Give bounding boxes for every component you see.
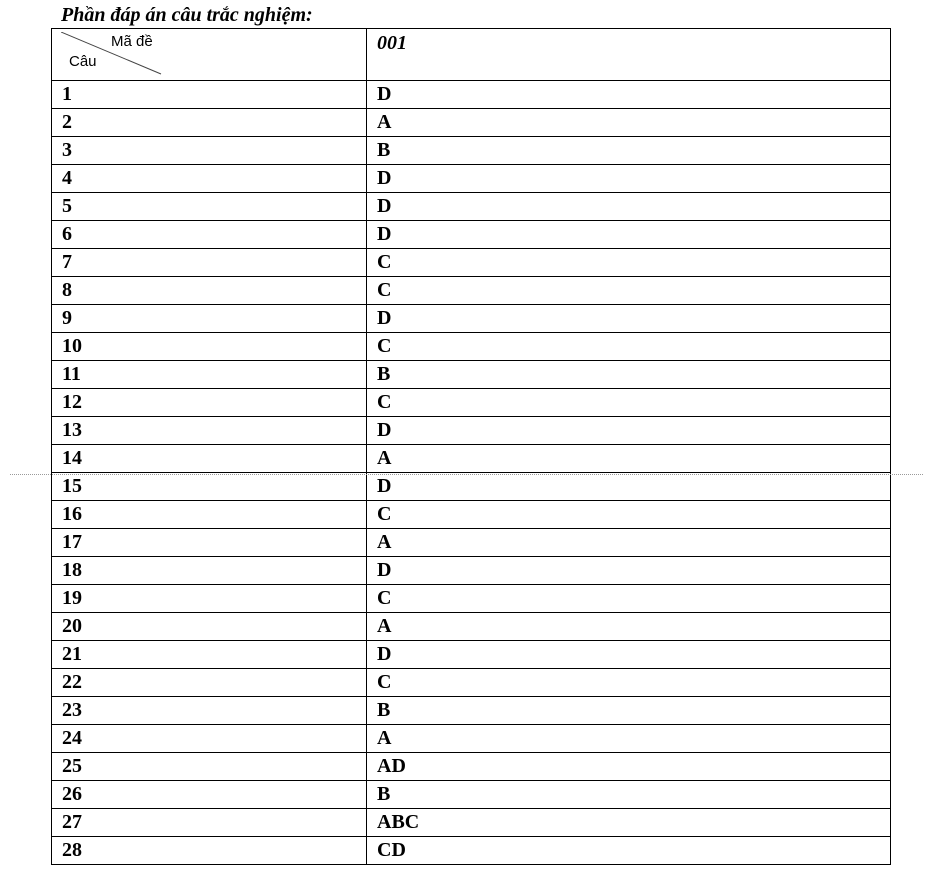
question-number-cell: 6 — [52, 221, 367, 249]
table-header-row — [52, 29, 891, 81]
answer-cell: A — [367, 109, 891, 137]
answer-key-table — [51, 28, 891, 865]
question-number-cell: 10 — [52, 333, 367, 361]
table-row — [52, 697, 891, 725]
question-number-cell: 8 — [52, 277, 367, 305]
answer-cell: D — [367, 165, 891, 193]
answer-cell: C — [367, 669, 891, 697]
question-number-cell: 18 — [52, 557, 367, 585]
answer-cell: D — [367, 557, 891, 585]
table-row — [52, 501, 891, 529]
table-row — [52, 137, 891, 165]
table-row — [52, 557, 891, 585]
question-number-cell: 20 — [52, 613, 367, 641]
question-number-cell: 19 — [52, 585, 367, 613]
question-number-cell: 5 — [52, 193, 367, 221]
answer-cell: B — [367, 697, 891, 725]
table-row — [52, 333, 891, 361]
table-row — [52, 221, 891, 249]
question-number-cell: 17 — [52, 529, 367, 557]
table-row — [52, 81, 891, 109]
table-row — [52, 669, 891, 697]
answer-cell: D — [367, 305, 891, 333]
answer-cell: D — [367, 417, 891, 445]
question-number-cell: 2 — [52, 109, 367, 137]
exam-code-label: Mã đề — [111, 33, 153, 50]
question-number-cell: 27 — [52, 809, 367, 837]
table-row — [52, 753, 891, 781]
question-number-cell: 22 — [52, 669, 367, 697]
answer-cell: A — [367, 725, 891, 753]
answer-cell: C — [367, 501, 891, 529]
table-row — [52, 249, 891, 277]
question-number-cell: 13 — [52, 417, 367, 445]
answer-cell: C — [367, 249, 891, 277]
table-row — [52, 109, 891, 137]
answer-cell: CD — [367, 837, 891, 865]
answer-cell: C — [367, 333, 891, 361]
diagonal-header-cell — [52, 29, 367, 81]
question-number-cell: 4 — [52, 165, 367, 193]
table-row — [52, 389, 891, 417]
table-row — [52, 445, 891, 473]
table-row — [52, 837, 891, 865]
question-number-cell: 12 — [52, 389, 367, 417]
answer-cell: AD — [367, 753, 891, 781]
question-number-cell: 15 — [52, 473, 367, 501]
answer-cell: ABC — [367, 809, 891, 837]
answer-cell: D — [367, 641, 891, 669]
question-number-cell: 3 — [52, 137, 367, 165]
table-row — [52, 613, 891, 641]
table-row — [52, 781, 891, 809]
table-row — [52, 809, 891, 837]
question-number-cell: 16 — [52, 501, 367, 529]
table-row — [52, 361, 891, 389]
question-number-cell: 7 — [52, 249, 367, 277]
answer-cell: D — [367, 221, 891, 249]
answer-cell: A — [367, 613, 891, 641]
table-row — [52, 529, 891, 557]
answer-cell: D — [367, 193, 891, 221]
question-number-cell: 14 — [52, 445, 367, 473]
section-title: Phần đáp án câu trắc nghiệm: — [61, 4, 313, 26]
table-row — [52, 417, 891, 445]
question-number-cell: 26 — [52, 781, 367, 809]
question-number-cell: 1 — [52, 81, 367, 109]
answer-cell: B — [367, 137, 891, 165]
question-label: Câu — [69, 53, 97, 70]
table-row — [52, 585, 891, 613]
question-number-cell: 28 — [52, 837, 367, 865]
answer-cell: B — [367, 361, 891, 389]
question-number-cell: 11 — [52, 361, 367, 389]
table-row — [52, 473, 891, 501]
answer-cell: C — [367, 277, 891, 305]
question-number-cell: 9 — [52, 305, 367, 333]
table-row — [52, 193, 891, 221]
answer-cell: A — [367, 529, 891, 557]
question-number-cell: 21 — [52, 641, 367, 669]
question-number-cell: 25 — [52, 753, 367, 781]
answer-cell: C — [367, 389, 891, 417]
question-number-cell: 24 — [52, 725, 367, 753]
table-row — [52, 305, 891, 333]
answer-cell: A — [367, 445, 891, 473]
table-row — [52, 725, 891, 753]
exam-code-cell: 001 — [367, 29, 891, 81]
answer-cell: C — [367, 585, 891, 613]
question-number-cell: 23 — [52, 697, 367, 725]
table-row — [52, 165, 891, 193]
table-row — [52, 641, 891, 669]
answer-cell: B — [367, 781, 891, 809]
answer-cell: D — [367, 81, 891, 109]
table-row — [52, 277, 891, 305]
answer-cell: D — [367, 473, 891, 501]
